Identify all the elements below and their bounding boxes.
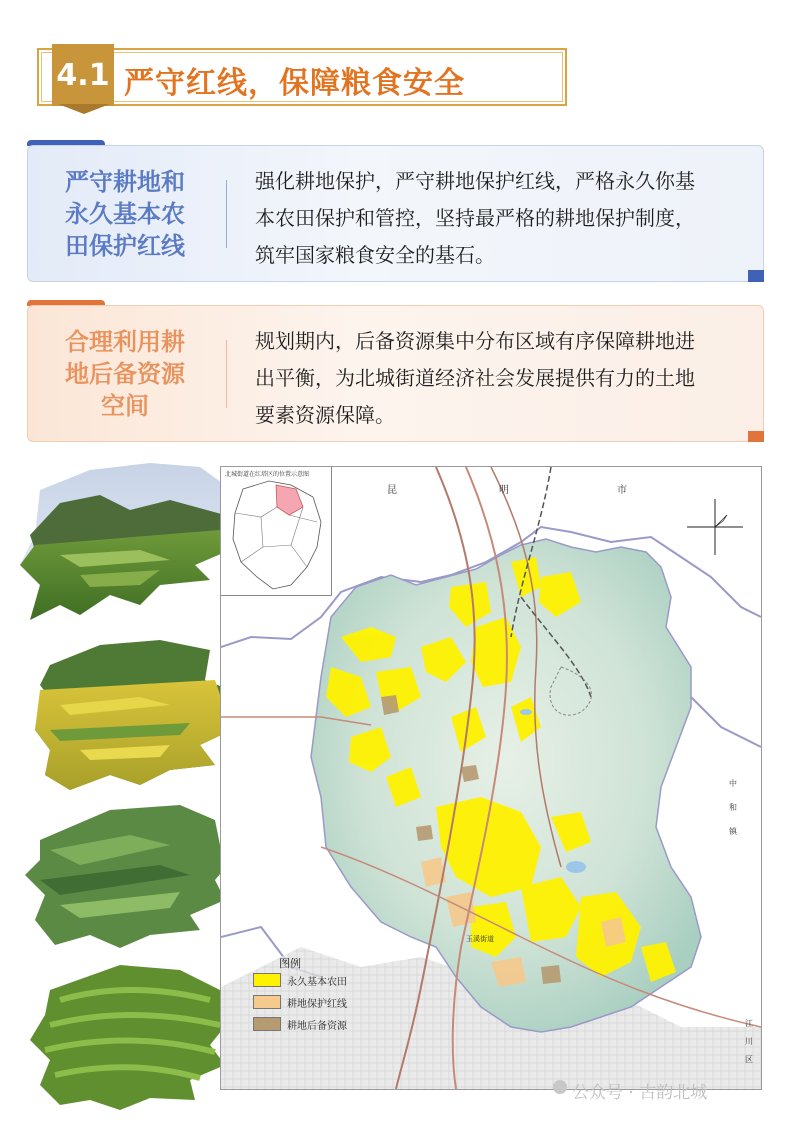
inset-title: 北城街道在红塔区的位置示意图 bbox=[225, 471, 310, 478]
farmland-photo-rapeseed bbox=[20, 635, 232, 795]
card-heading-line: 空间 bbox=[101, 392, 149, 420]
card-body bbox=[255, 323, 735, 434]
section-number: 4.1 bbox=[52, 44, 114, 106]
map-label-char: 中 bbox=[729, 779, 737, 788]
card-body-line: 本农田保护和管控，坚持最严格的耕地保护制度， bbox=[255, 206, 695, 230]
legend-label: 耕地保护红线 bbox=[287, 999, 347, 1010]
card-divider bbox=[226, 180, 227, 248]
map-label-street: 玉溪街道 bbox=[466, 935, 494, 943]
card-heading-line: 严守耕地和 bbox=[65, 168, 185, 196]
planning-map bbox=[220, 466, 762, 1090]
legend-swatch-redline bbox=[253, 995, 281, 1009]
map-label-city: 昆 bbox=[387, 485, 397, 496]
card-heading-line: 永久基本农 bbox=[65, 200, 185, 228]
card-heading bbox=[40, 166, 210, 262]
farmland-photo-fields bbox=[20, 800, 232, 950]
card-body bbox=[255, 163, 735, 274]
map-label-char: 川 bbox=[745, 1037, 753, 1046]
card-heading-line: 合理利用耕 bbox=[65, 328, 185, 356]
farmland-photo-terraces bbox=[20, 960, 232, 1110]
card-corner-accent bbox=[748, 270, 764, 282]
watermark: 公众号 · 古韵北城 bbox=[572, 1083, 708, 1103]
card-body-line: 筑牢国家粮食安全的基石。 bbox=[255, 243, 495, 267]
wechat-icon bbox=[553, 1080, 567, 1094]
legend-title: 图例 bbox=[279, 957, 301, 970]
legend-label: 耕地后备资源 bbox=[287, 1021, 347, 1032]
section-title: 严守红线，保障粮食安全 bbox=[124, 66, 465, 101]
farmland-photo-valley bbox=[20, 455, 232, 625]
legend-label: 永久基本农田 bbox=[287, 977, 347, 988]
card-body-line: 出平衡，为北城街道经济社会发展提供有力的土地 bbox=[255, 366, 695, 390]
inset-drawing bbox=[221, 467, 331, 595]
card-heading-line: 地后备资源 bbox=[65, 360, 185, 388]
card-body-line: 强化耕地保护，严守耕地保护红线，严格永久你基 bbox=[255, 169, 695, 193]
map-label-char: 镇 bbox=[729, 827, 737, 836]
map-label-town bbox=[729, 772, 741, 844]
card-corner-accent bbox=[748, 431, 764, 442]
section-number-ribbon bbox=[58, 104, 110, 114]
north-arrow-icon bbox=[683, 495, 747, 559]
map-label-district bbox=[745, 1015, 757, 1069]
locator-inset bbox=[221, 467, 332, 596]
map-label-char: 区 bbox=[745, 1055, 753, 1064]
map-label-city: 市 bbox=[617, 485, 627, 496]
legend-swatch-permanent bbox=[253, 973, 281, 987]
card-body-line: 规划期内，后备资源集中分布区域有序保障耕地进 bbox=[255, 329, 695, 353]
card-body-line: 要素资源保障。 bbox=[255, 403, 395, 427]
map-label-char: 和 bbox=[729, 803, 737, 812]
card-divider bbox=[226, 340, 227, 408]
map-label-city: 明 bbox=[499, 485, 509, 496]
legend-swatch-reserve bbox=[253, 1017, 281, 1031]
map-label-char: 江 bbox=[745, 1019, 753, 1028]
card-heading-line: 田保护红线 bbox=[65, 232, 185, 260]
card-heading bbox=[40, 326, 210, 422]
